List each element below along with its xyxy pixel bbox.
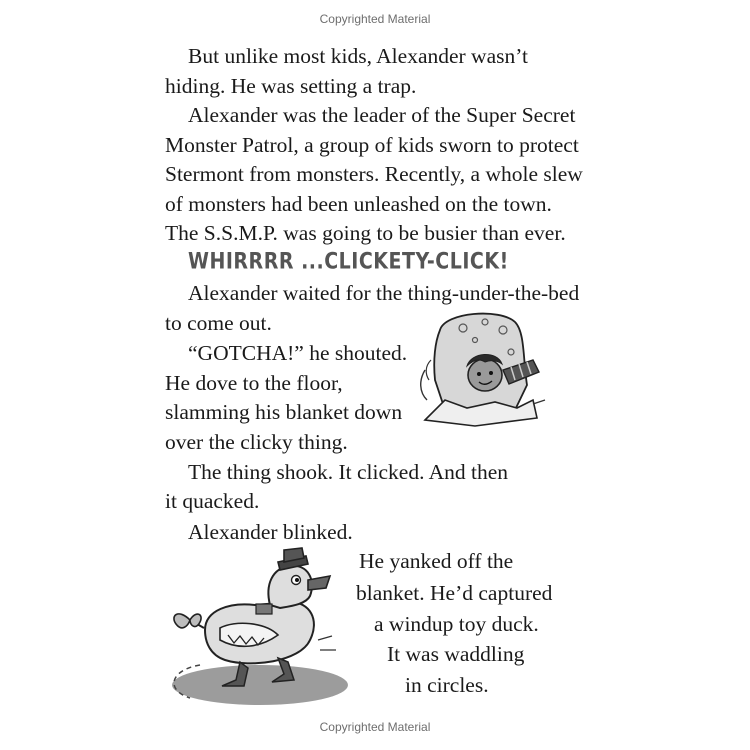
text-line: The thing shook. It clicked. And then bbox=[188, 460, 509, 484]
text-line: a windup toy duck. bbox=[374, 612, 539, 636]
text-line: He yanked off the bbox=[359, 549, 514, 573]
text-line: blanket. He’d captured bbox=[356, 581, 553, 605]
text-line: slamming his blanket down bbox=[165, 400, 403, 424]
text-line: of monsters had been unleashed on the town. bbox=[165, 192, 552, 216]
text-line: Monster Patrol, a group of kids sworn to protect bbox=[165, 133, 579, 157]
text-line: to come out. bbox=[165, 311, 272, 335]
text-line: hiding. He was setting a trap. bbox=[165, 74, 417, 98]
text-line: The S.S.M.P. was going to be busier than ever. bbox=[165, 221, 566, 245]
windup-duck-illustration bbox=[160, 540, 350, 715]
boy-under-blanket-illustration bbox=[405, 300, 555, 450]
sound-effect-text: WHIRRRR ...CLICKETY-CLICK! bbox=[188, 249, 509, 275]
copyright-notice-top: Copyrighted Material bbox=[319, 12, 431, 26]
text-line: He dove to the floor, bbox=[165, 371, 343, 395]
text-line: “GOTCHA!” he shouted. bbox=[188, 341, 408, 365]
text-line: in circles. bbox=[405, 673, 489, 697]
text-line: Alexander waited for the thing-under-the-bed bbox=[188, 281, 580, 305]
text-line: Stermont from monsters. Recently, a whole slew bbox=[165, 162, 583, 186]
text-line: over the clicky thing. bbox=[165, 430, 348, 454]
text-line: it quacked. bbox=[165, 489, 260, 513]
text-line: Alexander blinked. bbox=[188, 520, 353, 544]
text-line: It was waddling bbox=[387, 642, 525, 666]
copyright-notice-bottom: Copyrighted Material bbox=[319, 720, 431, 734]
text-line: But unlike most kids, Alexander wasn’t bbox=[188, 44, 528, 68]
text-line: Alexander was the leader of the Super Secret bbox=[188, 103, 576, 127]
